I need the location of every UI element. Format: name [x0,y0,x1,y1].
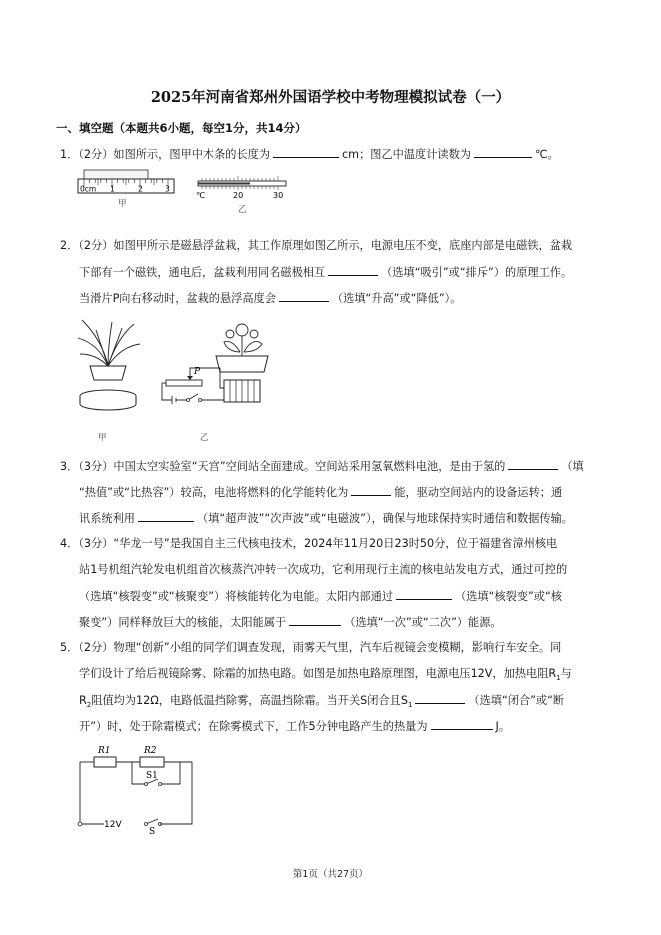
plant-pot [90,366,126,380]
q5-text-3a: R [79,694,87,707]
q3-text-2a: “热值”或“比热容”）较高，电池将燃料的化学能转化为 [79,486,349,499]
q3-text-3b: （填“超声波”“次声波”或“电磁波”），确保与地球保持实时通信和数据传输。 [196,512,573,525]
thermo-label-20: 20 [233,191,244,200]
q4-line-2: 站1号机组汽轮发电机组首次核蒸汽冲转一次成功，它利用现行主流的核电站发电方式，通过可控的 [79,563,568,576]
magnetic-base-side [80,396,136,410]
q2-blank-2[interactable] [279,290,329,302]
q2-text-2a: 下部有一个磁铁，通电后，盆栽利用同名磁极相互 [79,266,326,279]
label-r2: R2 [144,746,157,756]
ruler-label-3: 3 [165,184,170,194]
q5-sub-r2: 2 [86,701,92,710]
q1-thermometer-figure [194,176,290,216]
q3-line-2 [79,484,562,501]
thermometer-liquid [198,183,250,185]
q4-text-4a: 聚变”）同样释放巨大的核能，太阳能属于 [79,616,287,629]
q3-line-1 [60,458,584,475]
q4-text-3a: （选填“核裂变”或“核聚变”）将核能转化为电能。太阳内部通过 [79,590,394,603]
thermo-label-30: 30 [273,191,284,200]
q5-line-2 [79,666,572,686]
q2-text-2b: （选填“吸引”或“排斥”）的原理工作。 [381,266,573,279]
resistor-r1 [94,757,116,767]
rheostat [166,380,202,386]
q5-sub-s1: 1 [407,701,413,710]
circuit-plant-pot [216,356,268,372]
q2-blank-1[interactable] [328,264,378,276]
q1-blank-2[interactable] [474,146,532,158]
q5-line-3 [79,692,564,713]
q2-caption-a: 甲 [98,433,107,443]
q2-line-2 [79,264,572,281]
q2-line-1: 2．（2分）如图甲所示是磁悬浮盆栽，其工作原理如图乙所示，电源电压不变，底座内部是电磁铁，盆栽 [60,239,573,252]
q3-blank-3[interactable] [138,510,194,522]
q4-line-4 [79,614,502,631]
q4-line-1: 4．（3分）“华龙一号”是我国自主三代核电技术，2024年11月20日23时50分，位于福建省漳州核电 [60,537,558,550]
ruler-label-1: 1 [110,184,115,194]
q3-line-3 [79,510,573,527]
label-s1: S1 [146,771,158,781]
label-r1: R1 [98,746,111,756]
q4-blank-3[interactable] [289,614,341,626]
q5-line-4 [79,718,510,735]
q1-text-a: 1．（2分）如图所示，图甲中木条的长度为 [60,148,271,161]
q5-heating-circuit-figure [74,742,214,834]
q1-caption-a: 甲 [118,199,127,209]
wood-strip [84,170,148,179]
switch-s1-contact [145,783,148,786]
q3-text-3a: 讯系统利用 [79,512,135,525]
slider-label: P [194,367,201,377]
label-s: S [149,827,156,834]
resistor-r2 [140,757,164,767]
q1-text-b: cm；图乙中温度计读数为 [342,148,471,161]
q5-text-4a: 开”）时，处于除霜模式；在除雾模式下，工作5分钟电路产生的热量为 [79,720,428,733]
terminal-left [78,822,82,826]
switch-s-contact [145,823,148,826]
q5-sub-r1: 1 [556,674,561,683]
q5-text-2b: 与 [560,667,572,680]
page-footer: 第1页（共27页） [292,869,369,880]
q1-blank-1[interactable] [273,146,339,158]
q3-blank-1[interactable] [508,458,558,470]
ruler-label-2: 2 [138,184,143,194]
thermo-unit-label: ℃ [196,191,205,200]
switch-s1-contact-2 [159,783,162,786]
label-12v: 12V [104,820,122,830]
q1-caption-b: 乙 [238,205,247,215]
q3-blank-2[interactable] [351,484,391,496]
q5-text-2a: 学们设计了给后视镜除雾、除霜的加热电路。如图是加热电路原理图，电源电压12V，加热电阻R [79,667,557,680]
q4-text-4b: （选填“一次”或“二次”）能源。 [344,616,502,629]
q2-text-3a: 当滑片P向右移动时，盆栽的悬浮高度会 [79,292,276,305]
q1-text-c: ℃。 [534,148,559,161]
q3-text-2b: 能，驱动空间站内的设备运转；通 [394,486,563,499]
q4-line-3 [79,588,562,605]
q3-text-1b: （填 [561,460,584,473]
q5-line-1: 5．（2分）物理“创新”小组的同学们调查发现，雨雾天气里，汽车后视镜会变模糊，影响行车安全。同 [60,641,562,654]
q2-levitating-plant-figure [74,318,144,446]
q4-text-3b: （选填“核裂变”或“核 [455,590,562,603]
section-heading: 一、填空题（本题共6小题，每空1分，共14分） [56,121,307,135]
q5-text-4b: J。 [495,720,511,733]
exam-title: 2025年河南省郑州外国语学校中考物理模拟试卷（一） [150,89,511,106]
ruler-label-0: 0cm [80,184,97,194]
q5-blank-2[interactable] [431,718,493,730]
q2-text-3b: （选填“升高”或“降低”）。 [331,292,462,305]
q5-text-3c: （选填“闭合”或“断 [468,694,565,707]
slider-arrow [187,376,193,380]
q2-line-3 [79,290,461,307]
q5-text-3b: 阻值均为12Ω，电路低温挡除雾，高温挡除霜。当开关S闭合且S [91,694,408,707]
q1-ruler-figure [76,168,176,214]
q3-text-1a: 3．（3分）中国太空实验室“天宫”空间站全面建成。空间站采用氢氧燃料电池，是由于氢的 [60,460,506,473]
q5-blank-1[interactable] [415,692,465,704]
q1-line [60,146,559,163]
q4-blank-2[interactable] [396,588,452,600]
q2-circuit-figure [154,318,274,446]
q2-caption-b: 乙 [200,433,209,443]
